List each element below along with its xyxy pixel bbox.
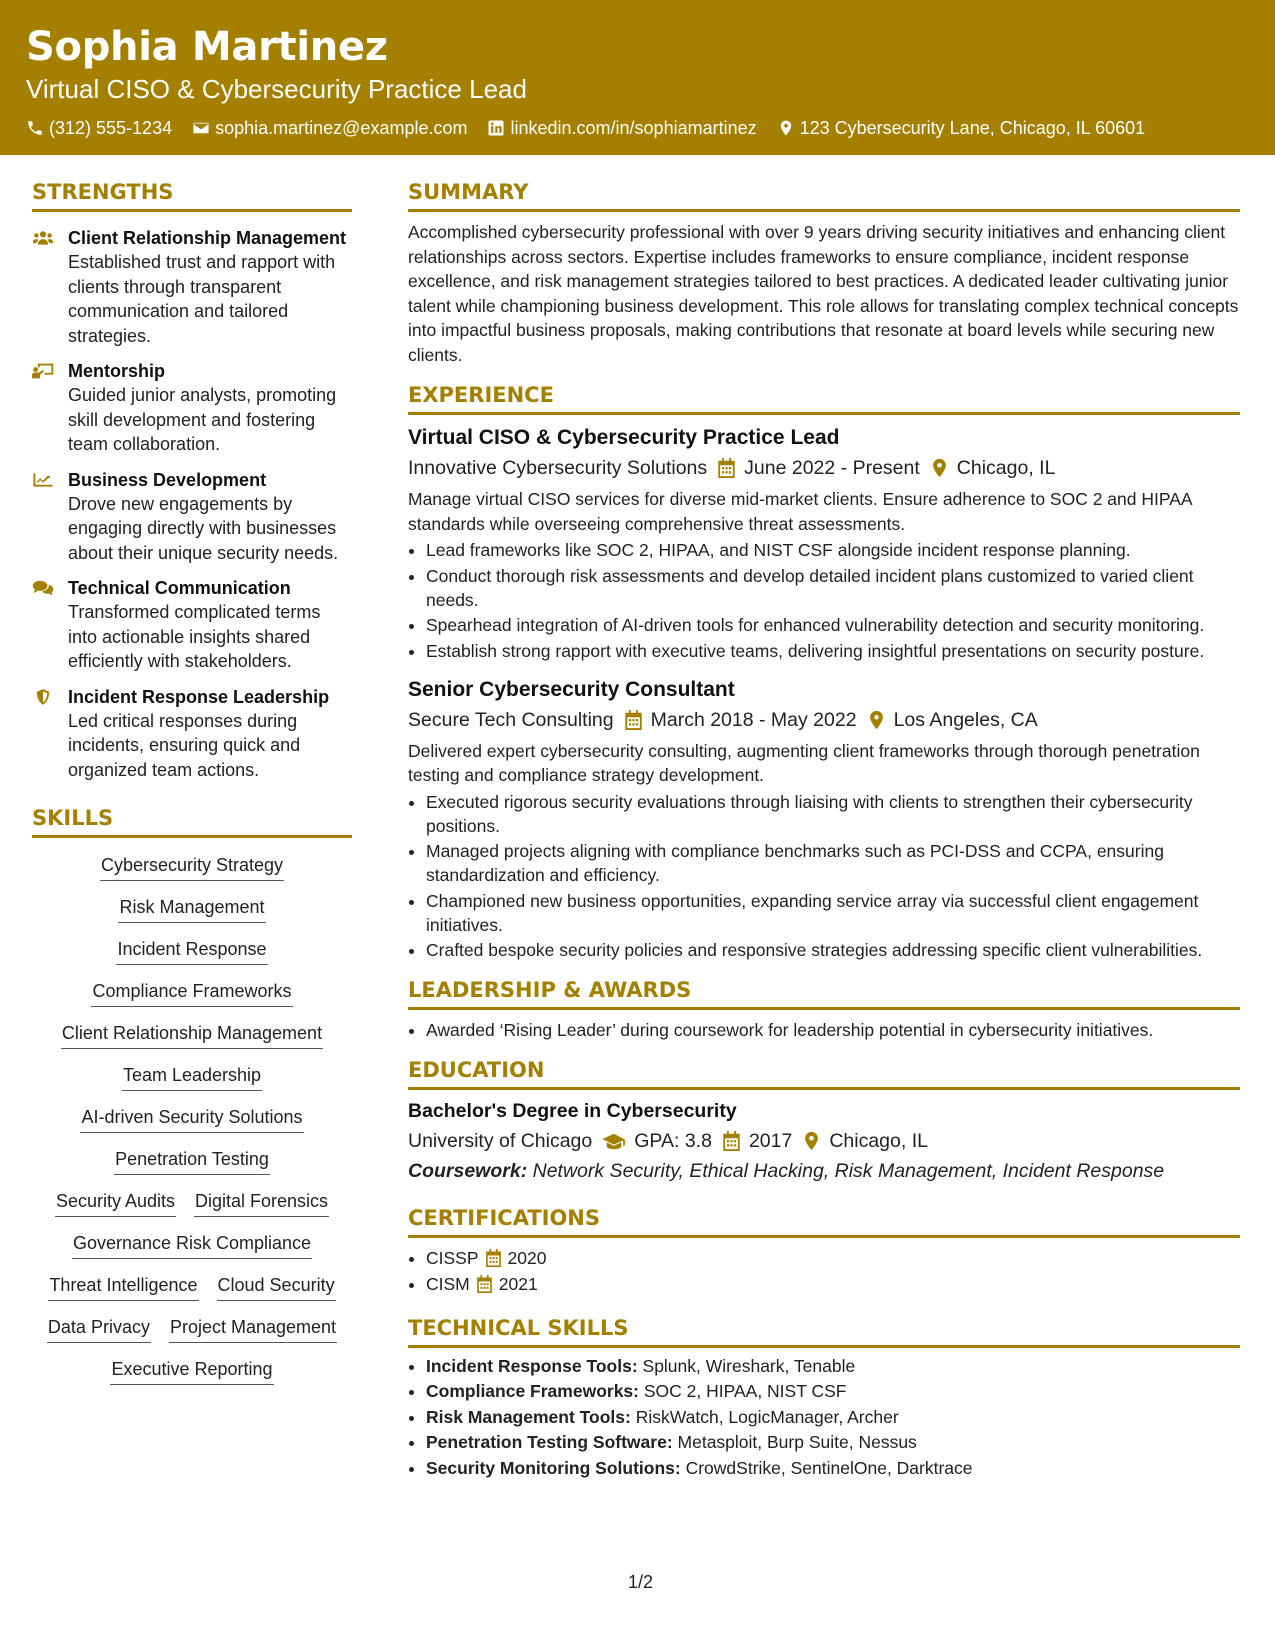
summary-text: Accomplished cybersecurity professional with over 9 years driving security initiatives and enhancing client relationships across sectors. Expertise includes frameworks to ensure compliance, incident response excellence, and risk management strategies tailored to best practices. A dedicated leader cultivating junior talent while championing business development. This role allows for translating complex technical concepts into impactful business proposals, making contributions that resonate at board levels while securing new clients. (408, 222, 1239, 365)
cert-year: 2021 (498, 1273, 538, 1294)
list-item (426, 1430, 1240, 1454)
coursework-list: Network Security, Ethical Hacking, Risk Management, Incident Response (532, 1160, 1165, 1182)
page-indicator: 1/2 (628, 1572, 654, 1592)
list-item (426, 1405, 1240, 1429)
leadership-heading: LEADERSHIP & AWARDS (408, 976, 1240, 1010)
skill-tag: Security Audits (55, 1188, 176, 1217)
comments-icon (32, 579, 54, 597)
strength-title: Incident Response Leadership (68, 686, 330, 707)
strength-item (32, 468, 352, 566)
tech-value: Splunk, Wireshark, Tenable (642, 1355, 856, 1376)
skill-tag: Governance Risk Compliance (72, 1230, 312, 1259)
job-dates: March 2018 - May 2022 (650, 708, 857, 731)
job-bullets (408, 538, 1240, 663)
skill-tag: Client Relationship Management (61, 1020, 323, 1049)
calendar-icon (476, 1275, 493, 1293)
technical-skills-list (408, 1354, 1240, 1480)
education-section (408, 1056, 1240, 1186)
experience-section (408, 381, 1240, 962)
skill-tag: Cybersecurity Strategy (100, 852, 284, 881)
list-item (426, 1272, 1240, 1296)
tech-value: CrowdStrike, SentinelOne, Darktrace (685, 1457, 973, 1478)
list-item: • Awarded ‘Rising Leader’ during coursework for leadership potential in cybersecurity initiatives. (426, 1018, 1240, 1042)
tech-value: SOC 2, HIPAA, NIST CSF (643, 1381, 847, 1401)
tech-label: Security Monitoring Solutions: (426, 1457, 681, 1478)
users-icon (32, 229, 54, 247)
experience-heading: EXPERIENCE (408, 381, 1240, 415)
tech-label: Compliance Frameworks: (426, 1381, 639, 1401)
skills-heading: SKILLS (32, 804, 352, 838)
skill-tag: AI-driven Security Solutions (80, 1104, 303, 1133)
tech-label: Risk Management Tools: (426, 1406, 631, 1427)
skill-tag: Project Management (169, 1314, 337, 1343)
job-meta (408, 453, 1240, 483)
skill-tag: Data Privacy (47, 1314, 151, 1343)
cert-year: 2020 (507, 1248, 547, 1268)
job-bullets (408, 790, 1240, 963)
coursework (408, 1156, 1240, 1186)
strength-desc: Guided junior analysts, promoting skill development and fostering team collaboration. (68, 385, 337, 454)
strengths-section (32, 178, 352, 782)
strength-desc: Drove new engagements by engaging directly with businesses about their unique security needs. (68, 493, 339, 563)
chart-line-icon (32, 471, 54, 489)
company-name: Innovative Cybersecurity Solutions (408, 457, 708, 479)
address-text: 123 Cybersecurity Lane, Chicago, IL 60601 (799, 118, 1146, 138)
job-meta (408, 705, 1240, 735)
job-location: Chicago, IL (956, 457, 1056, 479)
linkedin-icon (487, 119, 505, 137)
strength-item (32, 685, 352, 783)
degree: Bachelor's Degree in Cybersecurity (408, 1100, 737, 1122)
cert-name: • CISM (426, 1273, 470, 1294)
school-location: Chicago, IL (829, 1130, 928, 1152)
summary-heading: SUMMARY (408, 178, 1240, 212)
calendar-icon (485, 1249, 502, 1267)
phone-text: (312) 555-1234 (49, 118, 173, 138)
skill-tag: Penetration Testing (114, 1146, 270, 1175)
certifications-heading: CERTIFICATIONS (408, 1204, 1240, 1238)
tech-value: RiskWatch, LogicManager, Archer (635, 1406, 899, 1427)
contact-linkedin[interactable] (487, 116, 756, 140)
list-item (426, 1379, 1240, 1403)
list-item (426, 1246, 1240, 1270)
certifications-section (408, 1204, 1240, 1296)
strength-desc: Transformed complicated terms into actionable insights shared efficiently with stakeholders. (68, 602, 321, 671)
certifications-list (408, 1246, 1240, 1296)
list-item: • Conduct thorough risk assessments and develop detailed incident plans customized to varied client needs. (426, 564, 1240, 612)
skill-tag: Digital Forensics (194, 1188, 329, 1217)
list-item: • Lead frameworks like SOC 2, HIPAA, and NIST CSF alongside incident response planning. (426, 538, 1240, 562)
gpa: GPA: 3.8 (634, 1130, 712, 1152)
graduation-cap-icon (602, 1131, 626, 1151)
contact-bar (26, 116, 1249, 140)
job-location: Los Angeles, CA (893, 708, 1038, 731)
strength-title: Business Development (68, 469, 267, 490)
list-item: • Crafted bespoke security policies and responsive strategies addressing specific client vulnerabilities. (426, 938, 1240, 962)
skill-tag: Incident Response (116, 936, 267, 965)
education-meta (408, 1126, 1240, 1156)
calendar-icon (722, 1131, 741, 1151)
strength-item (32, 359, 352, 457)
job-title: Virtual CISO & Cybersecurity Practice Lead (408, 426, 840, 449)
map-marker-icon (802, 1131, 821, 1151)
calendar-icon (717, 458, 736, 478)
tech-value: Metasploit, Burp Suite, Nessus (677, 1432, 917, 1452)
calendar-icon (624, 710, 643, 730)
list-item: • Championed new business opportunities, expanding service array via successful client engagement initiatives. (426, 889, 1240, 937)
strength-desc: Established trust and rapport with clients through transparent communication and tailored strategies. (68, 252, 336, 346)
strength-item (32, 226, 352, 348)
strength-desc: Led critical responses during incidents, ensuring quick and organized team actions. (68, 710, 301, 780)
job-entry (408, 423, 1240, 663)
strength-title: Mentorship (68, 361, 165, 381)
candidate-name: Sophia Martinez (26, 24, 388, 70)
chalkboard-teacher-icon (32, 362, 54, 380)
strength-title: Client Relationship Management (68, 228, 347, 248)
skills-section (32, 804, 352, 1398)
leadership-list (408, 1018, 1240, 1042)
phone-icon (26, 119, 44, 137)
list-item: • Managed projects aligning with compliance benchmarks such as PCI-DSS and CCPA, ensuring standardization and efficiency. (426, 839, 1240, 887)
summary-section (408, 178, 1240, 367)
skill-tag: Threat Intelligence (48, 1272, 198, 1301)
school-name: University of Chicago (408, 1130, 593, 1152)
tech-label: Penetration Testing Software: (426, 1432, 673, 1452)
job-title: Senior Cybersecurity Consultant (408, 677, 735, 701)
cert-name: • CISSP (426, 1248, 479, 1268)
contact-phone[interactable] (26, 116, 172, 140)
leadership-section (408, 976, 1240, 1042)
resume-header (0, 0, 1275, 155)
company-name: Secure Tech Consulting (408, 708, 614, 731)
list-item (426, 1354, 1240, 1378)
contact-email[interactable] (192, 116, 467, 140)
technical-skills-section (408, 1314, 1240, 1480)
job-description: Manage virtual CISO services for diverse mid-market clients. Ensure adherence to SOC 2 and HIPAA standards while overseeing comprehensive threat assessments. (408, 489, 1192, 534)
list-item (426, 1456, 1240, 1480)
map-marker-icon (867, 710, 886, 730)
shield-icon (32, 688, 54, 706)
left-column (32, 178, 352, 1412)
education-heading: EDUCATION (408, 1056, 1240, 1090)
strength-item (32, 576, 352, 674)
map-marker-icon (930, 458, 949, 478)
envelope-icon (192, 119, 210, 137)
job-description: Delivered expert cybersecurity consulting, augmenting client frameworks through thorough penetration testing and compliance strategy development. (408, 740, 1200, 785)
graduation-year: 2017 (748, 1130, 793, 1152)
technical-skills-heading: TECHNICAL SKILLS (408, 1314, 1240, 1348)
right-column (408, 178, 1240, 1494)
list-item: • Executed rigorous security evaluations through liaising with clients to strengthen their cybersecurity positions. (426, 790, 1240, 838)
skill-tag: Team Leadership (122, 1062, 262, 1091)
skill-tag: Cloud Security (217, 1272, 336, 1301)
job-entry (408, 675, 1240, 963)
email-text: sophia.martinez@example.com (215, 118, 468, 138)
tech-label: Incident Response Tools: (426, 1355, 638, 1376)
candidate-title: Virtual CISO & Cybersecurity Practice Lead (26, 74, 527, 104)
job-dates: June 2022 - Present (744, 457, 920, 479)
list-item: • Establish strong rapport with executive teams, delivering insightful presentations on security posture. (426, 639, 1240, 663)
map-marker-icon (777, 119, 795, 137)
contact-address (777, 116, 1146, 140)
skill-tag: Executive Reporting (110, 1356, 273, 1385)
list-item: • Spearhead integration of AI-driven tools for enhanced vulnerability detection and security monitoring. (426, 613, 1240, 637)
skill-tag: Risk Management (118, 894, 265, 923)
strength-title: Technical Communication (68, 578, 291, 598)
linkedin-text: linkedin.com/in/sophiamartinez (510, 118, 757, 138)
skill-tag: Compliance Frameworks (91, 978, 292, 1007)
coursework-label: Coursework: (408, 1160, 528, 1182)
strengths-heading: STRENGTHS (32, 178, 352, 212)
